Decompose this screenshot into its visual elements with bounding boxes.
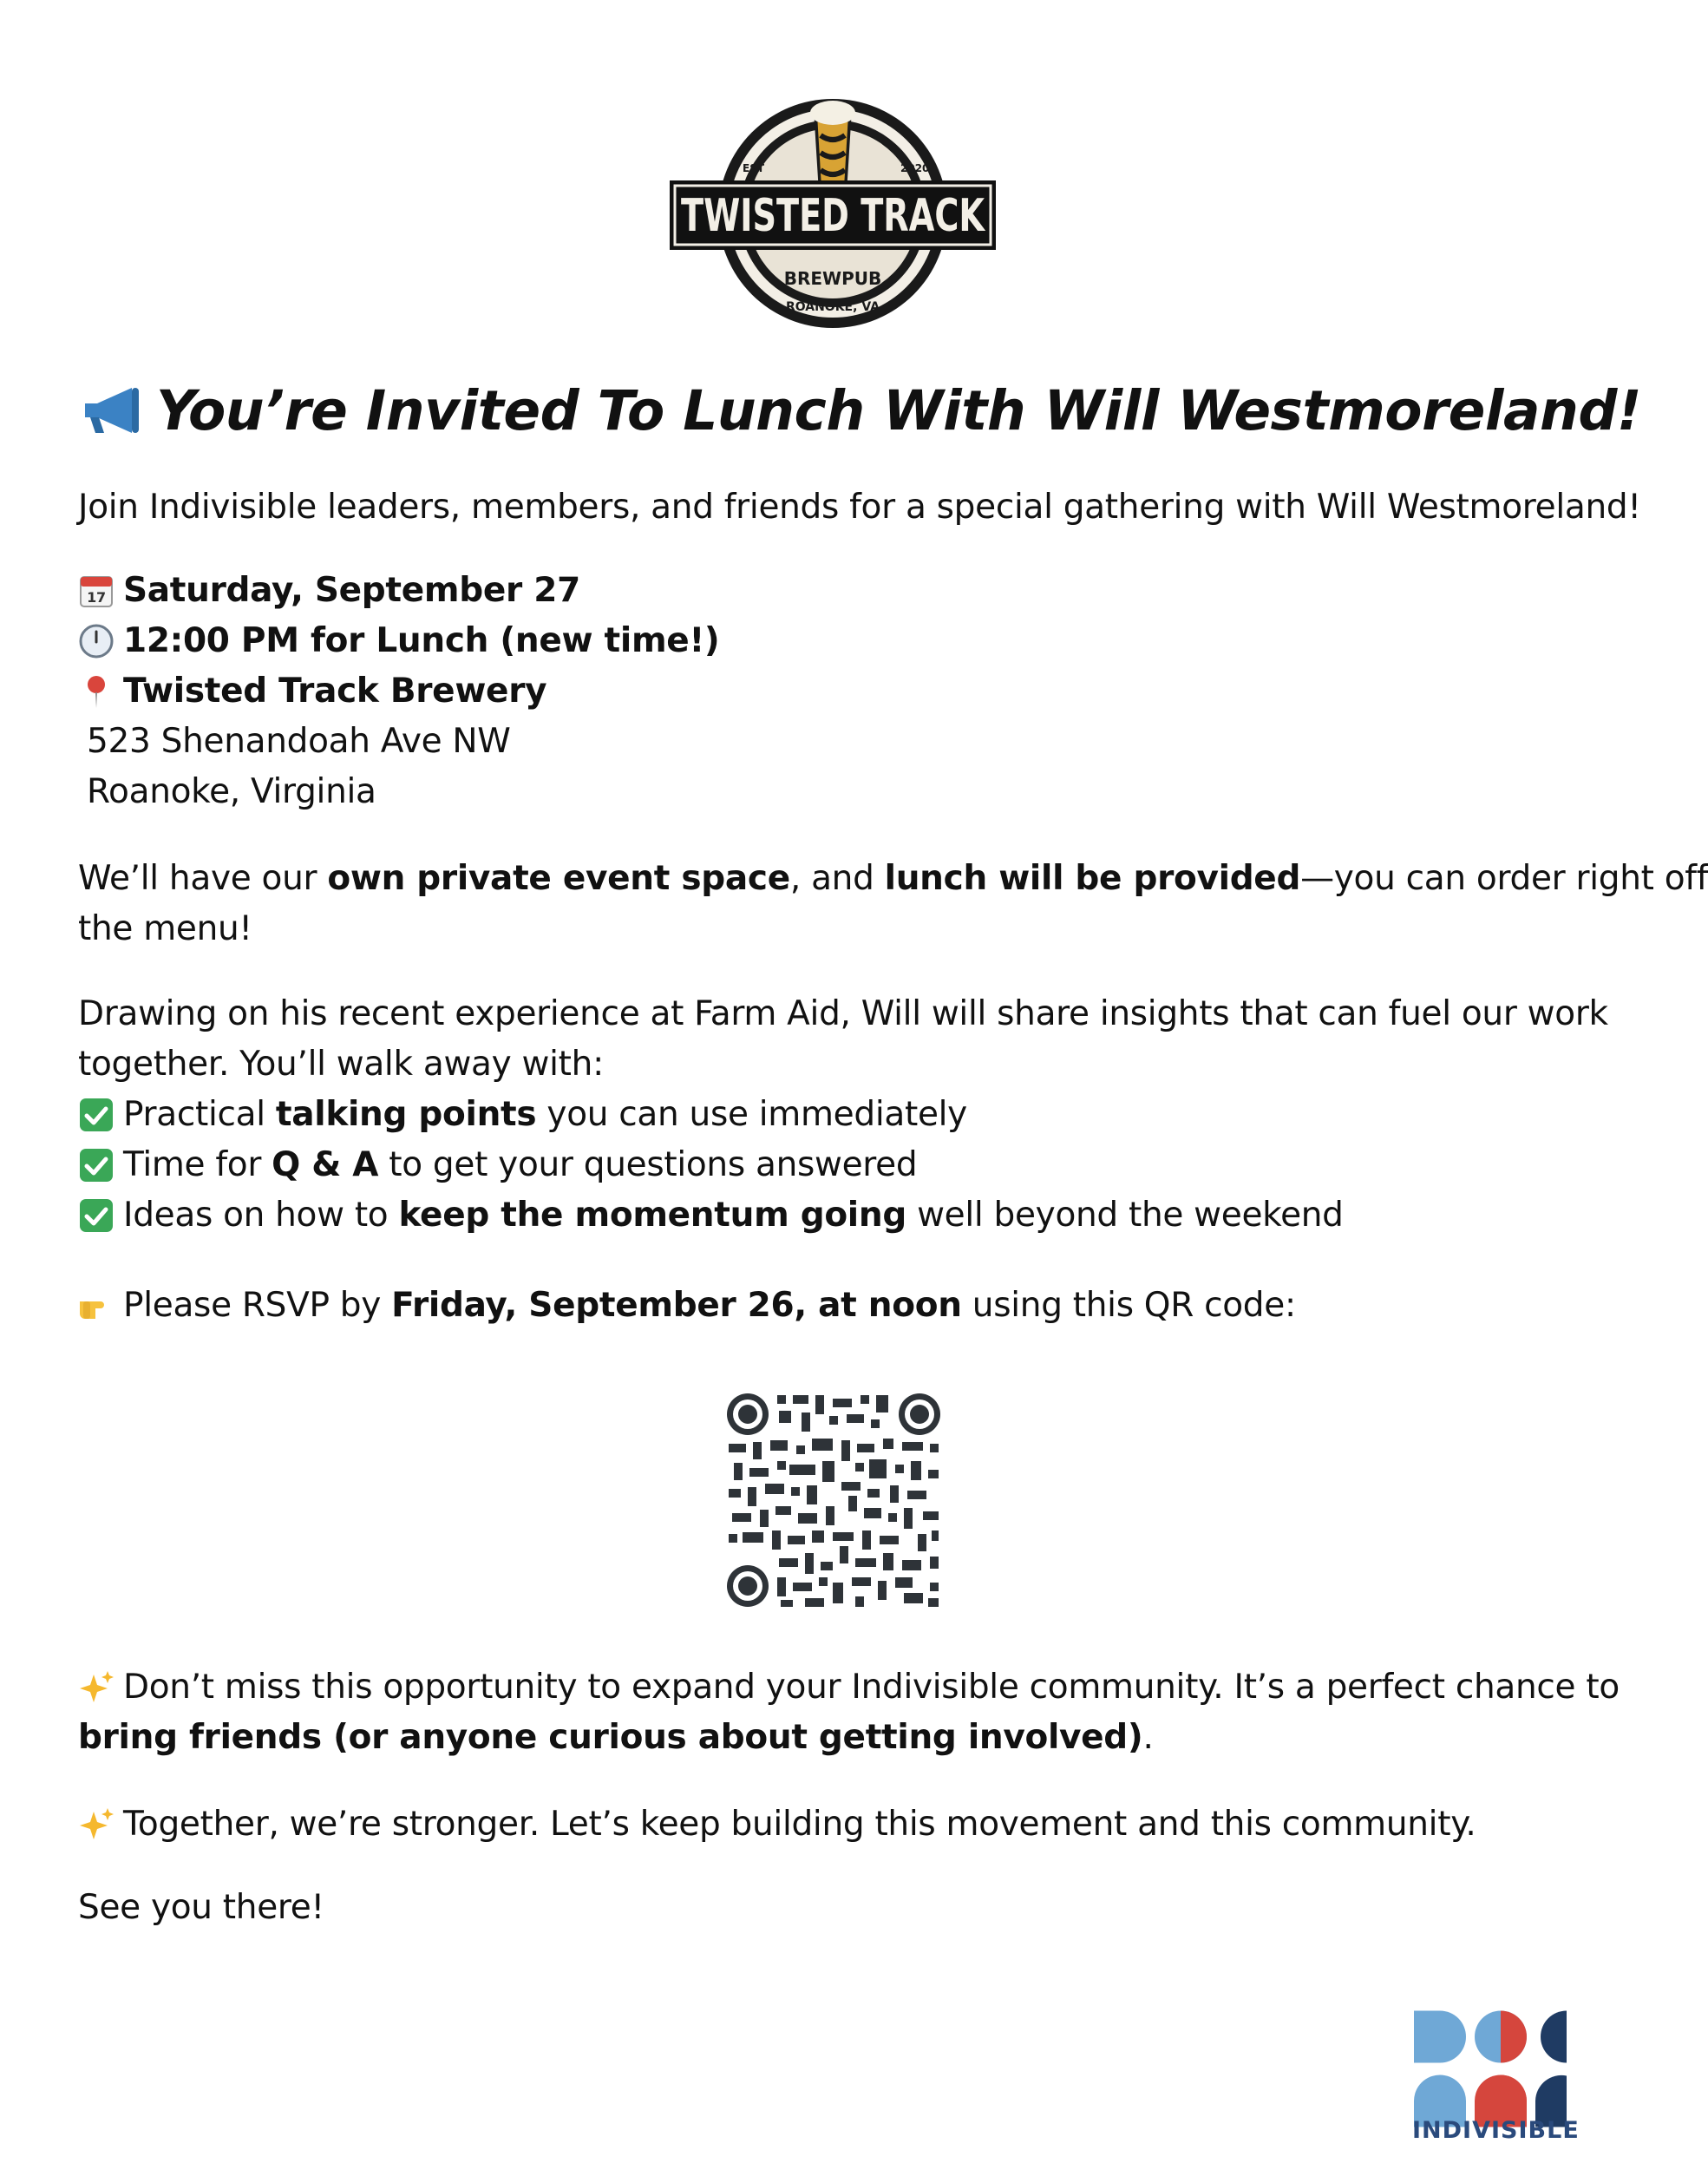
pin-icon: [78, 673, 115, 710]
space-paragraph: [78, 854, 1708, 954]
space-bold-2: lunch will be provided: [884, 859, 1301, 898]
sparkles-icon: [78, 1806, 115, 1843]
dontmiss-bold: bring friends (or anyone curious about getting involved): [78, 1718, 1143, 1757]
space-text-1: We’ll have our: [78, 859, 328, 898]
space-text-4: the menu!: [78, 909, 252, 948]
dontmiss-post: .: [1142, 1718, 1154, 1757]
twisted-track-logo: [668, 83, 998, 331]
intro-paragraph: Join Indivisible leaders, members, and friends for a special gathering with Will Westmoreland!: [78, 488, 1641, 527]
bullet-item: [78, 1140, 1608, 1190]
drawing-paragraph: [78, 989, 1608, 1241]
space-text-2: , and: [789, 859, 885, 898]
space-text-3: —you can order right off: [1300, 859, 1708, 898]
dontmiss-paragraph: [78, 1662, 1620, 1763]
pointing-hand-icon: [78, 1288, 115, 1324]
rsvp-post: using this QR code:: [961, 1286, 1296, 1325]
event-time: 12:00 PM for Lunch (new time!): [123, 621, 720, 660]
indivisible-wordmark: INDIVISIBLE: [1412, 2117, 1580, 2144]
together-paragraph: [78, 1799, 1476, 1850]
sparkles-icon: [78, 1669, 115, 1706]
page-title: [78, 371, 1642, 449]
rsvp-paragraph: [78, 1281, 1296, 1331]
check-icon: [78, 1147, 115, 1183]
closing-text: See you there!: [78, 1888, 324, 1927]
rsvp-deadline: Friday, September 26, at noon: [391, 1286, 962, 1325]
logo-sub: BREWPUB: [783, 268, 882, 289]
bullet-post: to get your questions answered: [378, 1145, 918, 1184]
rsvp-pre: Please RSVP by: [123, 1286, 392, 1325]
space-bold-1: own private event space: [327, 859, 790, 898]
bullet-item: [78, 1090, 1608, 1140]
drawing-line-2: together. You’ll walk away with:: [78, 1045, 604, 1084]
bullet-bold: talking points: [275, 1095, 537, 1134]
bullet-post: well beyond the weekend: [906, 1196, 1344, 1235]
svg-text:17: 17: [87, 589, 106, 606]
megaphone-icon: [78, 384, 144, 436]
bullet-item: [78, 1190, 1608, 1241]
drawing-line-1: Drawing on his recent experience at Farm Aid, Will will share insights that can fuel our work: [78, 994, 1608, 1033]
event-date: Saturday, September 27: [123, 571, 580, 610]
bullet-post: you can use immediately: [536, 1095, 967, 1134]
rsvp-qr-code[interactable]: [725, 1392, 942, 1609]
bullet-pre: Practical: [123, 1095, 276, 1134]
together-text: Together, we’re stronger. Let’s keep building this movement and this community.: [123, 1805, 1476, 1844]
event-time-line: [78, 616, 719, 666]
check-icon: [78, 1197, 115, 1234]
dontmiss-line-1: Don’t miss this opportunity to expand your Indivisible community. It’s a perfect chance to: [123, 1668, 1620, 1707]
event-venue: Twisted Track Brewery: [123, 672, 547, 711]
event-address-1: 523 Shenandoah Ave NW: [87, 722, 511, 761]
event-details: [78, 566, 719, 817]
bullet-pre: Time for: [123, 1145, 272, 1184]
logo-est: EST: [743, 162, 765, 174]
event-venue-line: [78, 666, 719, 717]
title-text: You’re Invited To Lunch With Will Westmoreland!: [156, 378, 1642, 442]
bullet-pre: Ideas on how to: [123, 1196, 399, 1235]
bullet-bold: keep the momentum going: [398, 1196, 906, 1235]
logo-brand: TWISTED TRACK: [681, 190, 986, 242]
calendar-icon: [78, 573, 115, 609]
check-icon: [78, 1097, 115, 1133]
bullet-bold: Q & A: [272, 1145, 379, 1184]
event-address-2: Roanoke, Virginia: [87, 772, 376, 811]
logo-year: 2020: [900, 162, 930, 174]
event-date-line: [78, 566, 719, 616]
clock-icon: [78, 623, 115, 659]
logo-place: ROANOKE, VA: [785, 300, 880, 314]
